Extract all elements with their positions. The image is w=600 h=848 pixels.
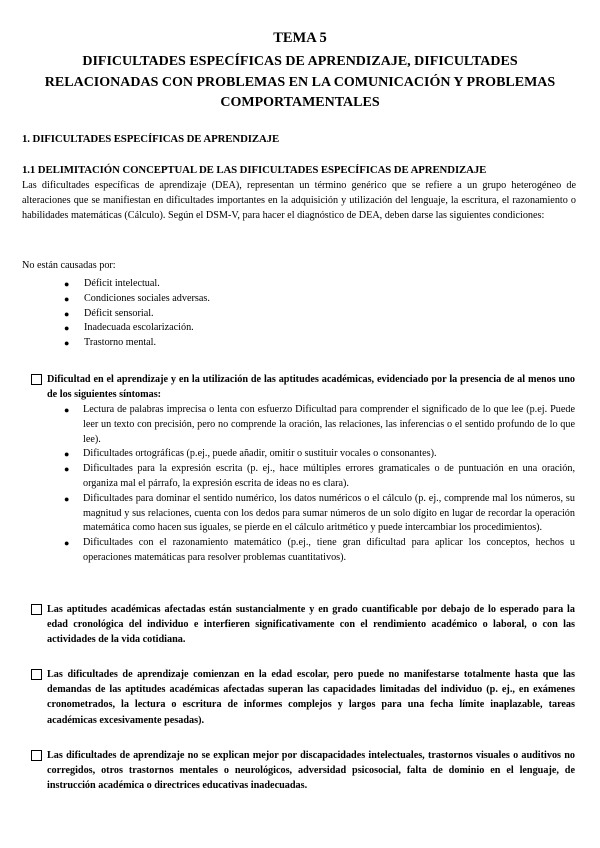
bullet-icon: ● <box>64 538 70 549</box>
not-caused-list <box>64 277 210 351</box>
checkbox-icon <box>31 374 42 385</box>
tema-heading: TEMA 5 <box>273 30 327 46</box>
bullet-icon: ● <box>64 493 70 504</box>
list-item: ● Déficit sensorial. <box>84 307 210 322</box>
criterion-2: Las aptitudes académicas afectadas están sustancialmente y en grado cuantificable por debajo de lo esperado para la edad cronológica del individuo e interfieren significativamente con el rendimiento académico o laboral, o con las actividades de la vida cotidiana. <box>31 602 575 648</box>
list-item: ● Dificultades con el razonamiento matemático (p.ej., tiene gran dificultad para aplicar los conceptos, hechos u operaciones matemáticas para resolver problemas cuantitativos). <box>64 537 575 563</box>
section-heading-1-1: 1.1 DELIMITACIÓN CONCEPTUAL DE LAS DIFICULTADES ESPECÍFICAS DE APRENDIZAJE <box>22 164 487 176</box>
list-item: ● Lectura de palabras imprecisa o lenta con esfuerzo Dificultad para comprender el significado de lo que lee (p.ej. Puede leer un texto con precisión, pero no comprende la oración, las relaciones, las inferencias o el sentido profundo de lo que lee). <box>64 404 575 445</box>
bullet-icon: ● <box>64 405 70 415</box>
intro-paragraph: Las dificultades específicas de aprendizaje (DEA), representan un término genérico que se refiere a un grupo heterogéneo de alteraciones que se manifiestan en dificultades importantes en la adquisición y utilización del lenguaje, la escritura, el razonamiento o habilidades matemáticas (Cálculo). Según el DSM-V, para hacer el diagnóstico de DEA, deben darse las siguientes condiciones: <box>22 180 576 221</box>
list-item: ● Dificultades para la expresión escrita (p. ej., hace múltiples errores gramaticales o de puntuación en una oración, organiza mal el párrafo, la expresión escrita de ideas no es clara). <box>64 463 575 489</box>
bullet-icon: ● <box>64 323 70 334</box>
bullet-icon: ● <box>64 293 70 304</box>
bullet-icon: ● <box>64 308 70 319</box>
section-heading-1: 1. DIFICULTADES ESPECÍFICAS DE APRENDIZAJE <box>22 133 280 145</box>
list-item: ● Condiciones sociales adversas. <box>84 292 210 307</box>
list-item: ● Dificultades para dominar el sentido numérico, los datos numéricos o el cálculo (p. ej., comprende mal los números, su magnitud y sus relaciones, cuenta con los dedos para sumar números de un solo dígito en lugar de recordar la operación matemática como hacen sus iguales, se pierde en el cálculo aritmético y puede intercambiar los procedimientos). <box>64 492 575 534</box>
bullet-icon: ● <box>64 338 70 349</box>
bullet-icon: ● <box>64 279 70 289</box>
checkbox-icon <box>31 750 42 761</box>
criterion-1: Dificultad en el aprendizaje y en la utilización de las aptitudes académicas, evidenciado por la presencia de al menos uno de los siguientes síntomas: <box>31 372 575 402</box>
list-item: ● Déficit intelectual. <box>84 277 210 292</box>
list-item: ● Trastorno mental. <box>84 336 210 351</box>
document-title: DIFICULTADES ESPECÍFICAS DE APRENDIZAJE, DIFICULTADES RELACIONADAS CON PROBLEMAS EN LA COMUNICACIÓN Y PROBLEMAS COMPORTAMENTALES <box>44 54 556 110</box>
criterion-3: Las dificultades de aprendizaje comienzan en la edad escolar, pero puede no manifestarse totalmente hasta que las demandas de las aptitudes académicas afectadas superan las capacidades limitadas del individuo (p. ej., en exámenes cronometrados, la lectura o escritura de informes complejos y largos para una fecha límite inaplazable, tareas académicas excesivamente pesadas). <box>31 667 575 728</box>
checkbox-icon <box>31 669 42 680</box>
bullet-icon: ● <box>64 464 70 475</box>
symptoms-list <box>64 403 575 566</box>
not-caused-label: No están causadas por: <box>22 260 116 271</box>
criterion-4: Las dificultades de aprendizaje no se explican mejor por discapacidades intelectuales, trastornos visuales o auditivos no corregidos, otros trastornos mentales o neurológicos, adversidad psicosocial, falta de dominio en el lenguaje, de instrucción académica o directrices educativas inadecuadas. <box>31 748 575 794</box>
checkbox-icon <box>31 604 42 615</box>
list-item: ● Dificultades ortográficas (p.ej., puede añadir, omitir o sustituir vocales o consonantes). <box>83 447 575 462</box>
list-item: ● Inadecuada escolarización. <box>84 321 210 336</box>
bullet-icon: ● <box>64 449 70 460</box>
